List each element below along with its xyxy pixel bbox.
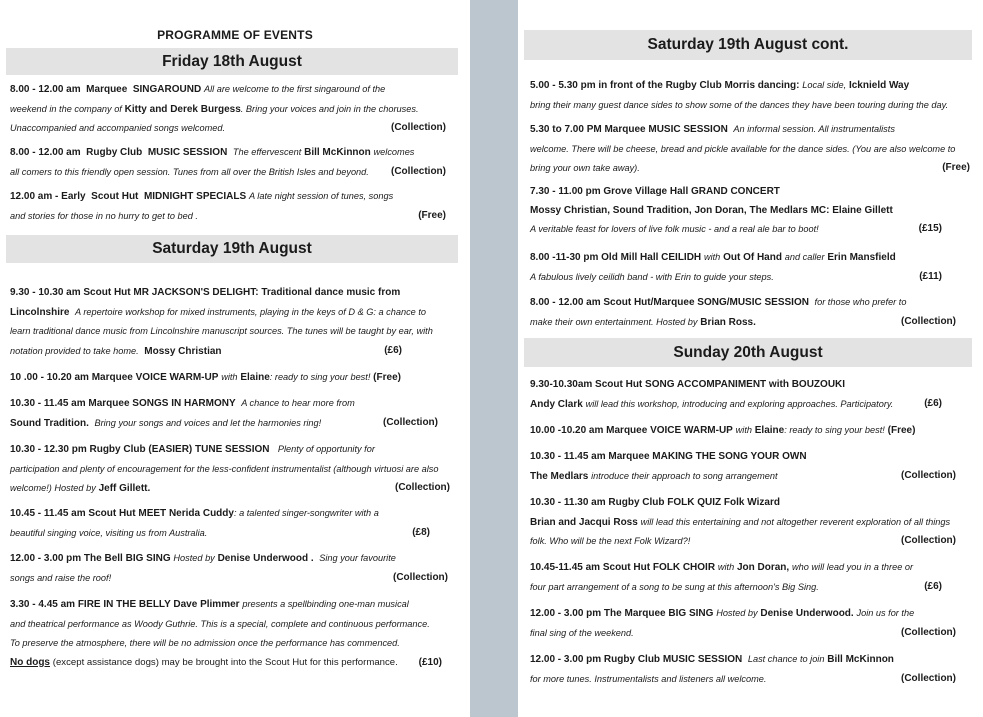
event-heading: 10.45-11.45 am Scout Hut FOLK CHOIR (530, 562, 716, 573)
event-morris-dancing (530, 76, 970, 115)
event-performers: Mossy Christian (144, 345, 222, 357)
event-description: four part arrangement of a song to be sung at this afternoon's Big Sing. (530, 581, 819, 592)
event-description: Sing your favourite (319, 553, 396, 563)
event-heading: 10.45 - 11.45 am Scout Hut MEET Nerida Cuddy (10, 508, 234, 519)
event-description: : a talented singer-songwriter with a (233, 508, 379, 518)
event-description: with (717, 562, 735, 572)
event-description: and caller (784, 252, 825, 262)
event-performers: Sound Tradition. (10, 417, 89, 429)
event-performers: Brian Ross. (700, 316, 756, 328)
event-description: A veritable feast for lovers of live folk music - and a real ale bar to boot! (530, 224, 819, 234)
event-price: (Collection) (391, 165, 446, 177)
event-performers: Elaine (754, 425, 785, 436)
event-description: make their own entertainment. Hosted by (530, 316, 698, 327)
event-heading: 10.30 - 11.45 am Marquee MAKING THE SONG YOUR OWN (530, 451, 807, 462)
event-description: . Bring your voices and join in the choruses. (240, 103, 419, 114)
event-songs-in-harmony (10, 394, 438, 433)
event-time: 12.00 am - Early (10, 191, 86, 202)
event-description: Unaccompanied and accompanied songs welcomed. (10, 123, 226, 133)
event-making-the-song (530, 448, 956, 486)
event-friday-midnight-specials (10, 187, 446, 226)
event-song-accompaniment (530, 376, 942, 414)
event-voice-warm-up-sunday (530, 421, 980, 441)
event-description: beautiful singing voice, visiting us from Australia. (10, 527, 208, 538)
event-heading: 3.30 - 4.45 am FIRE IN THE BELLY Dave Plimmer (10, 599, 240, 610)
event-description: Bring your songs and voices and let the harmonies ring! (94, 417, 322, 428)
event-performers: Jeff Gillett. (98, 483, 151, 494)
event-big-sing (10, 549, 448, 588)
event-performers: The Medlars (530, 470, 589, 482)
event-heading: 12.00 - 3.00 pm Rugby Club MUSIC SESSION (530, 654, 743, 665)
event-description: The effervescent (232, 147, 302, 157)
event-performers: Denise Underwood . (217, 553, 314, 564)
event-performers: Denise Underwood. (760, 608, 854, 619)
event-price: (£11) (919, 270, 942, 282)
event-performers: Andy Clark (530, 398, 583, 410)
event-heading: 9.30-10.30am Scout Hut SONG ACCOMPANIMENT with BOUZOUKI (530, 379, 846, 390)
event-performers: Out Of Hand (723, 252, 782, 263)
event-price: (Collection) (395, 482, 450, 493)
event-description: An informal session. All instrumentalists (733, 124, 895, 134)
event-voice-warm-up (10, 368, 462, 388)
event-ceilidh (530, 248, 942, 287)
programme-title: PROGRAMME OF EVENTS (157, 28, 313, 42)
event-performers: Bill McKinnon (304, 147, 371, 158)
event-description: welcome. There will be cheese, bread and pickle available for the dance sides. (You are also welcome to (530, 143, 956, 154)
event-price: (Collection) (393, 571, 448, 583)
event-description: A chance to hear more from (241, 398, 355, 408)
event-description: bring their many guest dance sides to show some of the dances they have been touring during the day. (530, 99, 949, 110)
event-easier-tune-session (10, 440, 450, 499)
event-price: (Collection) (901, 315, 956, 327)
event-description: A repertoire workshop for mixed instruments, playing in the keys of D & G: a chance to (75, 306, 427, 317)
event-meet-nerida-cuddy (10, 504, 430, 543)
event-description: who will lead you in a three or (791, 562, 914, 572)
event-performers: Kitty and Derek Burgess (124, 103, 241, 115)
event-heading: 5.30 to 7.00 PM Marquee MUSIC SESSION (530, 124, 728, 135)
event-description: for those who prefer to (814, 297, 907, 307)
event-description: will lead this workshop, introducing and exploring approaches. Participatory. (585, 398, 894, 409)
event-description: : ready to sing your best! (784, 425, 885, 435)
event-performers: Jon Doran, (736, 562, 790, 573)
event-heading: 10.30 - 12.30 pm Rugby Club (EASIER) TUNE SESSION (10, 444, 270, 455)
event-fire-in-the-belly (10, 595, 458, 672)
event-description: All are welcome to the first singaround of the (203, 84, 386, 94)
event-description: A fabulous lively ceilidh band - with Erin to guide your steps. (530, 271, 774, 282)
event-performers: Elaine (240, 372, 270, 383)
friday-heading: Friday 18th August (6, 48, 458, 75)
event-heading: 10.30 - 11.30 am Rugby Club FOLK QUIZ Folk Wizard (530, 497, 780, 508)
event-big-sing-sunday (530, 604, 956, 643)
event-description: : ready to sing your best! (269, 372, 371, 382)
event-price: (Collection) (391, 122, 446, 133)
event-description: songs and raise the roof! (10, 572, 112, 583)
event-performers: Brian and Jacqui Ross (530, 516, 638, 528)
event-performers: Icknield Way (848, 80, 910, 91)
event-price: (£8) (412, 526, 430, 538)
event-title: MUSIC SESSION (147, 147, 228, 158)
event-description: with (735, 425, 752, 435)
event-description: learn traditional dance music from Lincolnshire manuscript sources. The tunes will be taught by ear, with (10, 326, 433, 336)
saturday-heading: Saturday 19th August (6, 235, 458, 263)
event-price: (Free) (373, 372, 401, 383)
event-folk-quiz (530, 494, 956, 552)
sunday-heading: Sunday 20th August (524, 338, 972, 367)
event-heading: 10 .00 - 10.20 am Marquee VOICE WARM-UP (10, 372, 219, 383)
event-price: (£6) (384, 344, 402, 356)
event-description: all comers to this friendly open session. Tunes from all over the British Isles and beyond. (10, 166, 369, 177)
event-description: A late night session of tunes, songs (248, 191, 394, 201)
event-description: folk. Who will be the next Folk Wizard?! (530, 536, 691, 546)
event-music-session-sunday (530, 650, 956, 689)
event-description: Plenty of opportunity for (277, 444, 375, 454)
event-heading: 7.30 - 11.00 pm Grove Village Hall GRAND CONCERT (530, 186, 780, 197)
event-description: Hosted by (716, 608, 758, 618)
event-price: (£6) (924, 580, 942, 592)
left-page (0, 0, 470, 717)
event-description: with (221, 372, 238, 382)
event-friday-singaround (10, 80, 446, 139)
event-description: Hosted by (173, 553, 215, 563)
event-performers: Mossy Christian, Sound Tradition, Jon Doran, The Medlars MC: Elaine Gillett (530, 204, 893, 216)
event-heading: 5.00 - 5.30 pm in front of the Rugby Club Morris dancing: (530, 80, 800, 91)
event-description: welcomes (373, 147, 415, 157)
event-venue: Rugby Club (86, 147, 143, 158)
event-heading: 10.30 - 11.45 am Marquee SONGS IN HARMONY (10, 398, 236, 409)
event-description: presents a spellbinding one-man musical (242, 599, 409, 609)
event-price: (Free) (418, 209, 446, 221)
event-heading: 8.00 - 12.00 am Scout Hut/Marquee SONG/MUSIC SESSION (530, 297, 809, 308)
event-heading: 10.00 -10.20 am Marquee VOICE WARM-UP (530, 425, 733, 436)
event-heading: 12.00 - 3.00 pm The Marquee BIG SING (530, 608, 714, 619)
event-description: with (703, 252, 721, 262)
event-description: (except assistance dogs) may be brought into the Scout Hut for this performance. (52, 656, 398, 668)
event-venue: Marquee (86, 84, 128, 95)
event-description: final sing of the weekend. (530, 627, 634, 638)
no-dogs-notice: No dogs (10, 656, 50, 668)
event-title: MIDNIGHT SPECIALS (143, 191, 247, 202)
event-description: welcome!) Hosted by (10, 483, 96, 493)
event-heading: 12.00 - 3.00 pm The Bell BIG SING (10, 553, 171, 564)
event-grand-concert (530, 183, 942, 240)
event-description: bring your own take away). (530, 163, 640, 173)
event-price: (Collection) (383, 416, 438, 428)
event-music-session-530 (530, 120, 970, 179)
event-description: participation and plenty of encouragement for the less-confident instrumentalist (although virtuosi are also (10, 463, 439, 474)
event-friday-music-session (10, 143, 446, 182)
event-place: Lincolnshire (10, 306, 70, 318)
event-description: for more tunes. Instrumentalists and listeners all welcome. (530, 673, 767, 684)
event-price: (Free) (887, 425, 916, 436)
event-time: 8.00 - 12.00 am (10, 147, 81, 158)
event-time: 8.00 - 12.00 am (10, 84, 81, 95)
event-price: (£10) (418, 656, 442, 668)
event-description: To preserve the atmosphere, there will be no admission once the performance has commenced. (10, 638, 400, 648)
event-description: will lead this entertaining and not altogether reverent exploration of all things (640, 516, 951, 527)
event-description: and stories for those in no hurry to get to bed . (10, 210, 198, 221)
event-price: (Collection) (901, 626, 956, 638)
event-heading: 9.30 - 10.30 am Scout Hut MR JACKSON'S DELIGHT: Traditional dance music from (10, 287, 401, 298)
event-price: (Collection) (901, 672, 956, 684)
event-description: introduce their approach to song arrangement (591, 470, 778, 481)
event-price: (£6) (924, 397, 942, 409)
event-venue: Scout Hut (91, 191, 139, 202)
event-description: notation provided to take home. (10, 345, 139, 356)
event-price: (Collection) (901, 535, 956, 546)
event-description: Join us for the (856, 608, 915, 618)
event-title: SINGAROUND (132, 84, 202, 95)
saturday-cont-heading: Saturday 19th August cont. (524, 30, 972, 60)
event-price: (Free) (942, 162, 970, 173)
right-page (518, 0, 983, 717)
event-mr-jacksons-delight (10, 284, 462, 361)
event-performers: Bill McKinnon (827, 654, 894, 665)
event-price: (£15) (918, 223, 942, 234)
event-folk-choir (530, 558, 942, 597)
event-heading: 8.00 -11-30 pm Old Mill Hall CEILIDH (530, 252, 702, 263)
event-price: (Collection) (901, 469, 956, 481)
event-description: and theatrical performance as Woody Guthrie. This is a special, complete and continuous performance. (10, 618, 430, 629)
event-description: Local side, (802, 80, 847, 90)
event-performers: Erin Mansfield (827, 252, 896, 263)
event-song-music-session (530, 293, 956, 332)
event-description: weekend in the company of (10, 103, 122, 114)
event-description: Last chance to join (747, 654, 825, 664)
